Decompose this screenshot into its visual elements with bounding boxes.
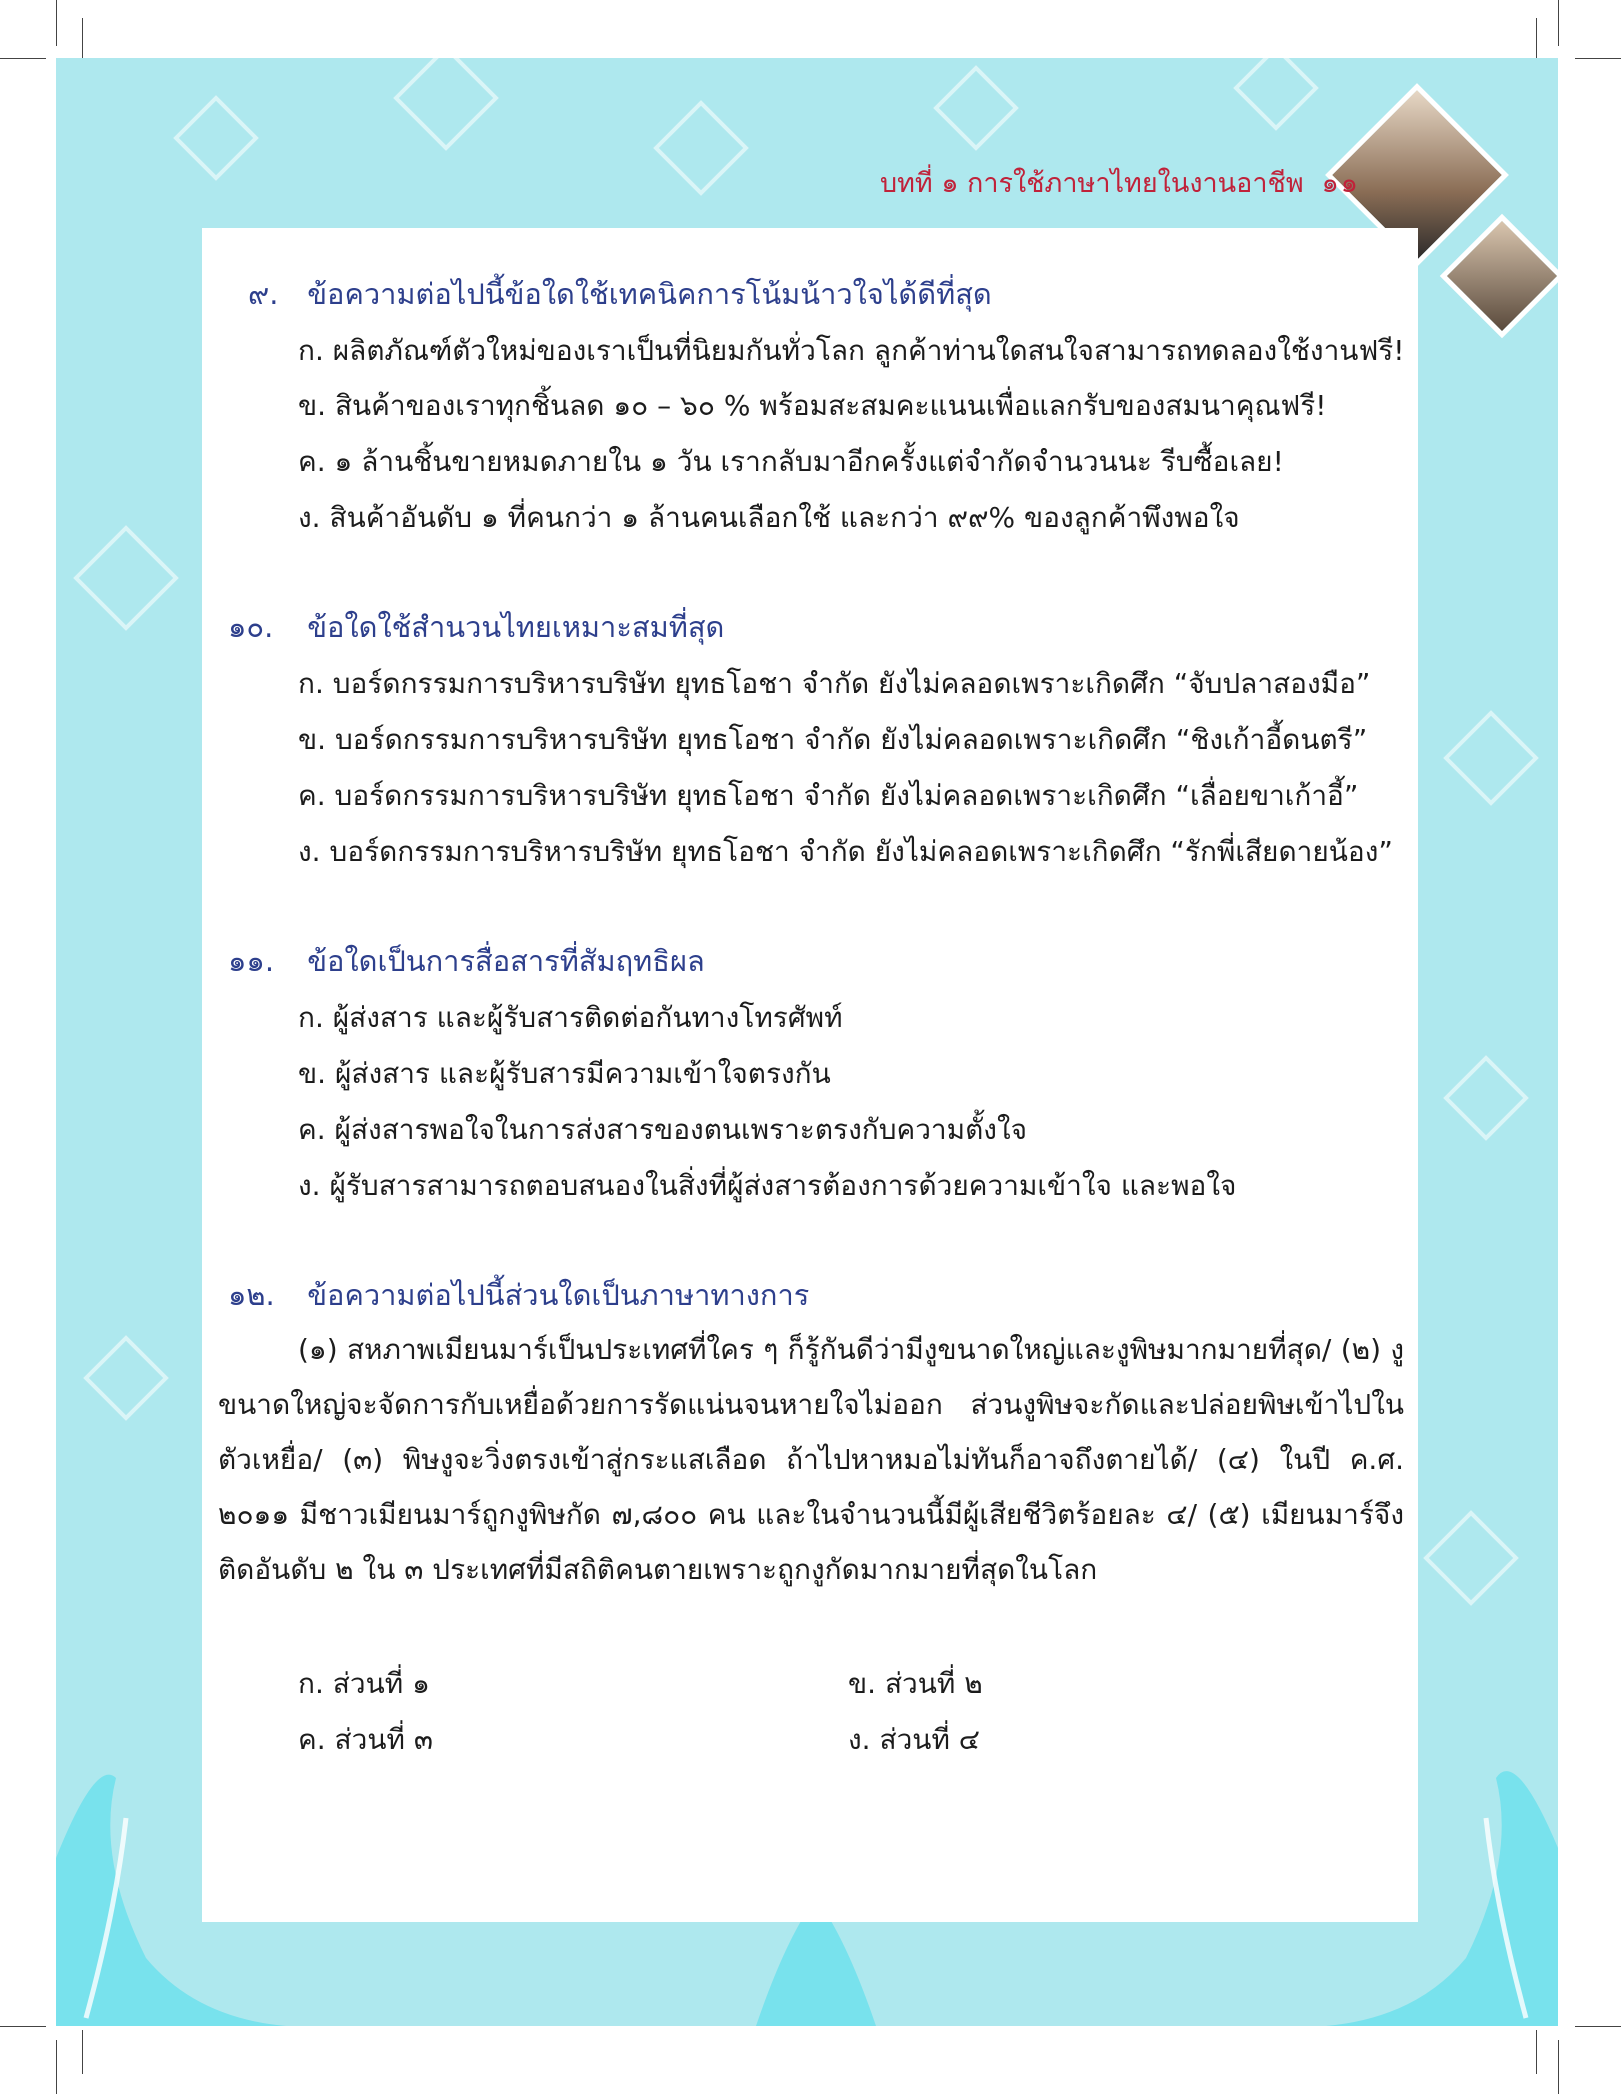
crop-mark [0, 2026, 46, 2027]
crop-mark [1558, 2040, 1559, 2094]
option: ค. บอร์ดกรรมการบริหารบริษัท ยุทธโอชา จำกัด ยังไม่คลอดเพราะเกิดศึก “เลื่อยขาเก้าอี้” [298, 779, 1359, 812]
crop-mark [82, 18, 83, 62]
option: ก. ผลิตภัณฑ์ตัวใหม่ของเราเป็นที่นิยมกันทั่วโลก ลูกค้าท่านใดสนใจสามารถทดลองใช้งานฟรี! [298, 334, 1405, 367]
option: ก. บอร์ดกรรมการบริหารบริษัท ยุทธโอชา จำกัด ยังไม่คลอดเพราะเกิดศึก “จับปลาสองมือ” [298, 667, 1371, 700]
crop-mark [1575, 2026, 1621, 2027]
option: ค. ผู้ส่งสารพอใจในการส่งสารของตนเพราะตรงกับความตั้งใจ [298, 1113, 1028, 1146]
question-text: ข้อใดเป็นการสื่อสารที่สัมฤทธิผล [307, 944, 705, 978]
option: ก. ส่วนที่ ๑ [298, 1667, 430, 1700]
question-text: ข้อความต่อไปนี้ส่วนใดเป็นภาษาทางการ [307, 1278, 810, 1312]
question-12 [228, 1272, 809, 1318]
crop-mark [1558, 0, 1559, 46]
option: ก. ผู้ส่งสาร และผู้รับสารติดต่อกันทางโทรศัพท์ [298, 1001, 843, 1034]
page-number: ๑๑ [1321, 168, 1360, 199]
chapter-title: บทที่ ๑ การใช้ภาษาไทยในงานอาชีพ [880, 168, 1304, 199]
option: ข. ส่วนที่ ๒ [848, 1667, 983, 1700]
question-text: ข้อใดใช้สำนวนไทยเหมาะสมที่สุด [307, 610, 725, 644]
option: ง. สินค้าอันดับ ๑ ที่คนกว่า ๑ ล้านคนเลือกใช้ และกว่า ๙๙% ของลูกค้าพึงพอใจ [298, 501, 1240, 534]
crop-mark [0, 58, 46, 59]
running-header [880, 162, 1380, 206]
option: ง. บอร์ดกรรมการบริหารบริษัท ยุทธโอชา จำกัด ยังไม่คลอดเพราะเกิดศึก “รักพี่เสียดายน้อง” [298, 835, 1393, 868]
crop-mark [1536, 18, 1537, 62]
crop-mark [1536, 2030, 1537, 2074]
crop-mark [82, 2030, 83, 2074]
crop-mark [1575, 58, 1621, 59]
question-9 [248, 271, 992, 317]
option: ง. ส่วนที่ ๔ [848, 1723, 980, 1756]
question-number: ๑๐. [228, 610, 274, 644]
question-10 [228, 604, 724, 650]
crop-mark [56, 2040, 57, 2094]
question-text: ข้อความต่อไปนี้ข้อใดใช้เทคนิคการโน้มน้าวใจได้ดีที่สุด [307, 277, 992, 311]
question-11 [228, 938, 705, 984]
option: ข. ผู้ส่งสาร และผู้รับสารมีความเข้าใจตรงกัน [298, 1057, 831, 1090]
question-passage: (๑) สหภาพเมียนมาร์เป็นประเทศที่ใคร ๆ ก็รู้กันดีว่ามีงูขนาดใหญ่และงูพิษมากมายที่สุด/ (๒) งูขนาดใหญ่จะจัดการกับเหยื่อด้วยการรัดแน่นจนหายใจไม่ออก ส่วนงูพิษจะกัดและปล่อยพิษเข้าไปในตัวเหยื่อ/ (๓) พิษงูจะวิ่งตรงเข้าสู่กระแสเลือด ถ้าไปหาหมอไม่ทันก็อาจถึงตายได้/ (๔) ในปี ค.ศ. ๒๐๑๑ มีชาวเมียนมาร์ถูกงูพิษกัด ๗,๘๐๐ คน และในจำนวนนี้มีผู้เสียชีวิตร้อยละ ๔/ (๕) เมียนมาร์จึงติดอันดับ ๒ ใน ๓ ประเทศที่มีสถิติคนตายเพราะถูกงูกัดมากมายที่สุดในโลก [218, 1333, 1404, 1586]
option: ง. ผู้รับสารสามารถตอบสนองในสิ่งที่ผู้ส่งสารต้องการด้วยความเข้าใจ และพอใจ [298, 1169, 1237, 1202]
option: ข. สินค้าของเราทุกชิ้นลด ๑๐ – ๖๐ % พร้อมสะสมคะแนนเพื่อแลกรับของสมนาคุณฟรี! [298, 389, 1327, 422]
crop-mark [56, 0, 57, 46]
question-number: ๙. [248, 277, 279, 311]
question-number: ๑๑. [228, 944, 275, 978]
option: ค. ๑ ล้านชิ้นขายหมดภายใน ๑ วัน เรากลับมาอีกครั้งแต่จำกัดจำนวนนะ รีบซื้อเลย! [298, 445, 1284, 478]
option: ค. ส่วนที่ ๓ [298, 1723, 433, 1756]
question-number: ๑๒. [228, 1278, 275, 1312]
option: ข. บอร์ดกรรมการบริหารบริษัท ยุทธโอชา จำกัด ยังไม่คลอดเพราะเกิดศึก “ชิงเก้าอี้ดนตรี” [298, 723, 1368, 756]
